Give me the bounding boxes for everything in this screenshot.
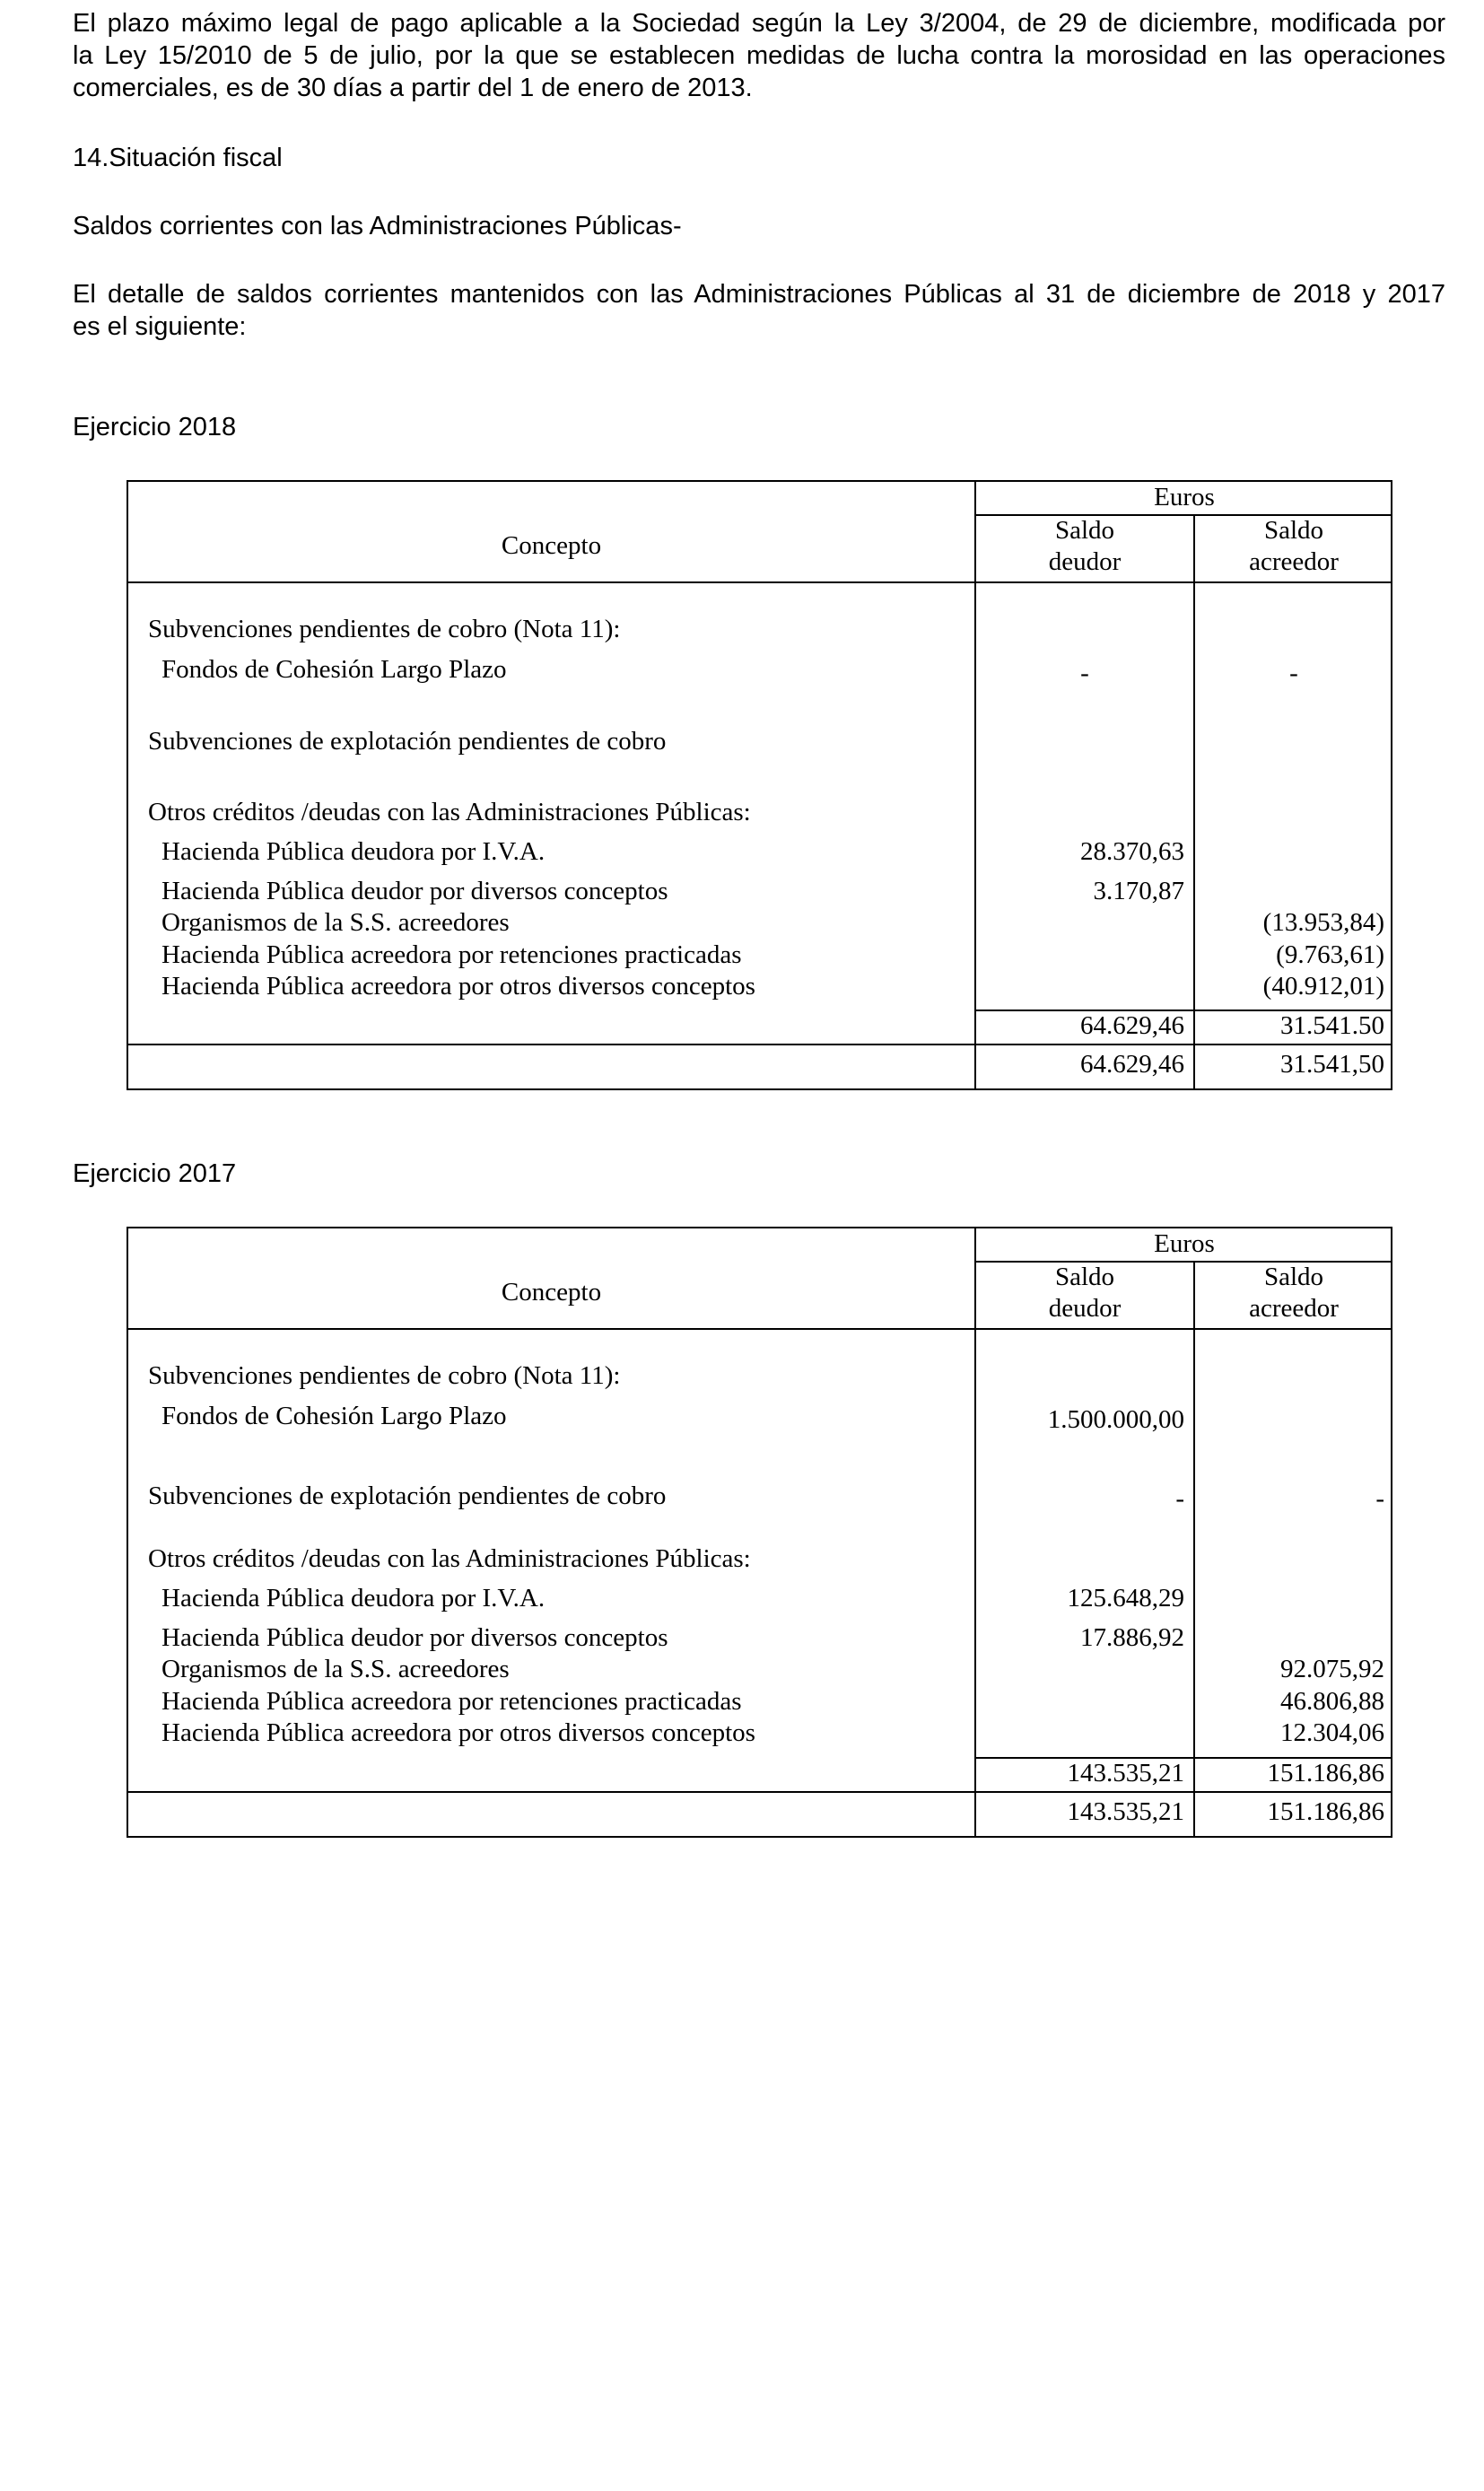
cell-hp-retenciones-acreedor: (9.763,61): [1276, 940, 1384, 969]
header-deudor: deudor: [1048, 1294, 1122, 1323]
cell-hp-diversos-deudor: 3.170,87: [1093, 877, 1184, 905]
detail-paragraph: [73, 278, 1445, 343]
header-saldo: Saldo: [1054, 1263, 1115, 1291]
header-concepto: Concepto: [501, 531, 602, 560]
cell-subtotal-acreedor: 151.186,86: [1267, 1759, 1384, 1787]
table-2017-title: Ejercicio 2017: [73, 1159, 237, 1188]
cell-total-deudor: 64.629,46: [1080, 1050, 1184, 1079]
cell-subtotal-deudor: 64.629,46: [1080, 1011, 1184, 1040]
cell-total-acreedor: 31.541,50: [1280, 1050, 1384, 1079]
row-label-hp-retenciones: Hacienda Pública acreedora por retenciones practicadas: [161, 1687, 742, 1716]
row-label-fondos: Fondos de Cohesión Largo Plazo: [161, 1402, 507, 1430]
section-title: 14.Situación fiscal: [73, 144, 283, 172]
row-label-explotacion: Subvenciones de explotación pendientes de cobro: [148, 1481, 667, 1510]
intro-line-3: comerciales, es de 30 días a partir del 1 de enero de 2013.: [73, 74, 753, 102]
row-label-organismos: Organismos de la S.S. acreedores: [161, 908, 510, 937]
cell-subtotal-deudor: 143.535,21: [1067, 1759, 1184, 1787]
row-label-hp-retenciones: Hacienda Pública acreedora por retenciones practicadas: [161, 940, 742, 969]
header-euros: Euros: [1154, 1229, 1215, 1258]
row-label-hp-diversos: Hacienda Pública deudor por diversos conceptos: [161, 1623, 668, 1652]
row-divider: [128, 1328, 1391, 1330]
row-label-hp-iva: Hacienda Pública deudora por I.V.A.: [161, 837, 546, 866]
header-euros: Euros: [1154, 483, 1215, 511]
header-deudor: deudor: [1048, 547, 1122, 576]
row-label-hp-otros: Hacienda Pública acreedora por otros diversos conceptos: [161, 972, 755, 1001]
cell-subtotal-acreedor: 31.541.50: [1280, 1011, 1384, 1040]
cell-fondos-deudor: 1.500.000,00: [1047, 1405, 1184, 1434]
row-divider: [128, 581, 1391, 583]
cell-hp-retenciones-acreedor: 46.806,88: [1280, 1687, 1384, 1716]
cell-hp-diversos-deudor: 17.886,92: [1080, 1623, 1184, 1652]
intro-paragraph: [73, 7, 1445, 104]
table-2018-title: Ejercicio 2018: [73, 413, 237, 441]
cell-fondos-deudor: -: [1080, 659, 1089, 687]
detail-line-1: El detalle de saldos corrientes mantenidos con las Administraciones Públicas al 31 de diciembre de 2018 y 2017: [73, 280, 1445, 309]
header-saldo: Saldo: [1263, 1263, 1324, 1291]
header-saldo: Saldo: [1263, 516, 1324, 545]
row-divider: [128, 1044, 1391, 1045]
row-label-hp-iva: Hacienda Pública deudora por I.V.A.: [161, 1584, 546, 1613]
cell-total-deudor: 143.535,21: [1067, 1797, 1184, 1826]
cell-total-acreedor: 151.186,86: [1267, 1797, 1384, 1826]
table-2017: [127, 1227, 1392, 1838]
cell-hp-iva-deudor: 125.648,29: [1067, 1584, 1184, 1613]
intro-line-1: El plazo máximo legal de pago aplicable a la Sociedad según la Ley 3/2004, de 29 de diciembre, modificada por: [73, 9, 1445, 38]
header-saldo: Saldo: [1054, 516, 1115, 545]
row-label-subvenciones: Subvenciones pendientes de cobro (Nota 11):: [148, 615, 621, 643]
row-label-hp-otros: Hacienda Pública acreedora por otros diversos conceptos: [161, 1718, 755, 1747]
subsection-title: Saldos corrientes con las Administraciones Públicas-: [73, 212, 682, 240]
detail-line-2: es el siguiente:: [73, 312, 247, 341]
header-acreedor: acreedor: [1249, 547, 1339, 576]
header-concepto: Concepto: [501, 1278, 602, 1307]
row-label-explotacion: Subvenciones de explotación pendientes de cobro: [148, 727, 667, 756]
col-divider: [1193, 514, 1195, 1088]
row-label-fondos: Fondos de Cohesión Largo Plazo: [161, 655, 507, 684]
row-label-subvenciones: Subvenciones pendientes de cobro (Nota 11):: [148, 1361, 621, 1390]
row-divider: [128, 1791, 1391, 1793]
cell-organismos-acreedor: (13.953,84): [1262, 908, 1384, 937]
cell-fondos-acreedor: -: [1289, 659, 1298, 687]
intro-line-2: la Ley 15/2010 de 5 de julio, por la que se establecen medidas de lucha contra la morosidad en las operaciones: [73, 41, 1445, 70]
col-divider: [1193, 1261, 1195, 1836]
cell-explotacion-deudor: -: [1175, 1484, 1184, 1513]
table-2018: [127, 480, 1392, 1090]
cell-explotacion-acreedor: -: [1375, 1484, 1384, 1513]
row-label-hp-diversos: Hacienda Pública deudor por diversos conceptos: [161, 877, 668, 905]
cell-organismos-acreedor: 92.075,92: [1280, 1655, 1384, 1683]
header-acreedor: acreedor: [1249, 1294, 1339, 1323]
cell-hp-otros-acreedor: (40.912,01): [1262, 972, 1384, 1001]
row-label-organismos: Organismos de la S.S. acreedores: [161, 1655, 510, 1683]
cell-hp-iva-deudor: 28.370,63: [1080, 837, 1184, 866]
row-label-otros: Otros créditos /deudas con las Administraciones Públicas:: [148, 1544, 751, 1573]
row-label-otros: Otros créditos /deudas con las Administraciones Públicas:: [148, 798, 751, 826]
cell-hp-otros-acreedor: 12.304,06: [1280, 1718, 1384, 1747]
